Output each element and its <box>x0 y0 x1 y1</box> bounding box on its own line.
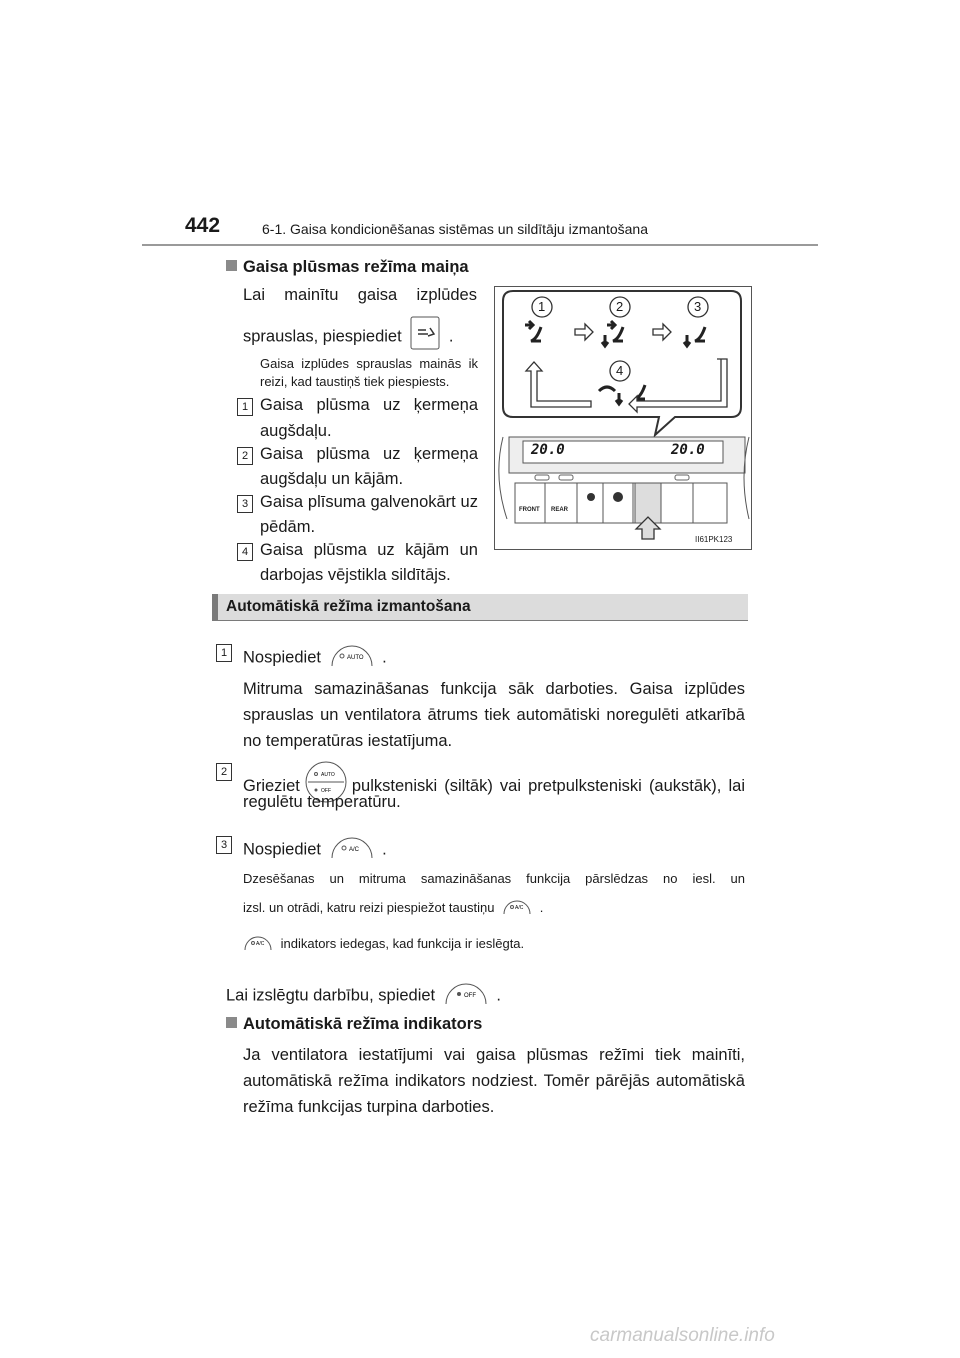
display-temp-left: 20.0 <box>531 442 565 458</box>
airflow-item-2-line2: augšdaļu un kājām. <box>260 470 404 488</box>
step-2-text: regulētu temperatūru. <box>243 793 401 811</box>
rear-defrost-label: REAR <box>551 507 569 513</box>
airflow-item-3-line2: pēdām. <box>260 518 316 536</box>
step-3-note-line1: Dzesēšanas un mitruma samazināšanas funkcija pārslēdzas no iesl. un <box>243 871 745 886</box>
airflow-item-4-line2: darbojas vējstikla sildītājs. <box>260 566 451 584</box>
svg-text:A/C: A/C <box>256 941 265 947</box>
airflow-item-4: 4 <box>237 542 253 561</box>
ac-button-icon-small <box>502 896 532 921</box>
svg-text:AUTO: AUTO <box>320 772 335 778</box>
front-defrost-label: FRONT <box>519 507 540 513</box>
header-divider <box>142 244 818 246</box>
airflow-intro-line2: sprauslas, piespiediet . <box>243 316 483 358</box>
square-bullet-icon <box>226 260 237 271</box>
figure-label-4: 4 <box>616 363 624 378</box>
airflow-figure <box>494 286 752 550</box>
step-3-note-line3: A/C indikators iedegas, kad funkcija ir ieslēgta. <box>243 932 524 957</box>
svg-text:A/C: A/C <box>515 905 524 911</box>
off-instruction: Lai izslēgtu darbību, spiediet OFF . <box>226 978 501 1014</box>
airflow-item-4-line1: Gaisa plūsma uz kājām un <box>260 541 478 559</box>
ac-button-icon <box>330 832 374 868</box>
section-title: Automātiskā režīma izmantošana <box>226 598 471 615</box>
display-temp-right: 20.0 <box>671 442 705 458</box>
page-number: 442 <box>185 214 221 237</box>
auto-button-icon <box>330 640 374 676</box>
figure-code: II61PK123 <box>695 535 733 544</box>
airflow-mode-button-icon <box>410 316 440 358</box>
section-header <box>212 594 748 621</box>
svg-text:AUTO: AUTO <box>346 655 364 661</box>
auto-indicator-heading: Automātiskā režīma indikators <box>226 1015 482 1034</box>
footer-watermark: carmanualsonline.info <box>590 1325 775 1346</box>
airflow-item-2: 2 <box>237 446 253 465</box>
step-3-line: Nospiediet A/C . <box>243 832 387 868</box>
airflow-item-1-line2: augšdaļu. <box>260 422 332 440</box>
step-3-number: 3 <box>216 836 232 854</box>
airflow-note-line1: Gaisa izplūdes sprauslas mainās ik <box>260 356 478 371</box>
airflow-item-2-line1: Gaisa plūsma uz ķermeņa <box>260 445 478 463</box>
airflow-item-1: 1 <box>237 397 253 416</box>
chapter-title: 6-1. Gaisa kondicionēšanas sistēmas un sildītāju izmantošana <box>262 221 648 237</box>
airflow-intro-line1: Lai mainītu gaisa izplūdes <box>243 286 477 304</box>
step-3-note-line2: izsl. un otrādi, katru reizi piespiežot taustiņu A/C . <box>243 896 543 921</box>
figure-label-2: 2 <box>616 299 624 314</box>
off-button-icon <box>444 978 488 1014</box>
step-1-line: Nospiediet AUTO . <box>243 640 387 676</box>
step-1-number: 1 <box>216 644 232 662</box>
step-1-text: Mitruma samazināšanas funkcija sāk darboties. Gaisa izplūdes sprauslas un ventilatora ātrums tiek automātiski noregulēti atkarībā no temperatūras iestatījuma. <box>243 680 745 750</box>
figure-label-1: 1 <box>538 299 546 314</box>
svg-text:A/C: A/C <box>348 847 359 853</box>
svg-text:OFF: OFF <box>320 788 331 794</box>
svg-text:OFF: OFF <box>463 993 476 999</box>
airflow-heading: Gaisa plūsmas režīma maiņa <box>226 258 469 277</box>
square-bullet-icon <box>226 1017 237 1028</box>
ac-indicator-icon <box>243 932 273 957</box>
airflow-item-1-line1: Gaisa plūsma uz ķermeņa <box>260 396 478 414</box>
step-2-number: 2 <box>216 763 232 781</box>
auto-indicator-text: Ja ventilatora iestatījumi vai gaisa plūsmas režīmi tiek mainīti, automātiskā režīma indikators nodziest. Tomēr pārējās automātiskā režīma funkcijas turpina darboties. <box>243 1046 745 1116</box>
step-2-line: Grieziet AUTO OFF pulksteniski (siltāk) vai pretpulksteniski (aukstāk), lai <box>243 760 745 812</box>
airflow-item-3: 3 <box>237 494 253 513</box>
airflow-item-3-line1: Gaisa plīsuma galvenokārt uz <box>260 493 478 511</box>
figure-label-3: 3 <box>694 299 702 314</box>
airflow-note-line2: reizi, kad taustiņš tiek piespiests. <box>260 374 450 389</box>
